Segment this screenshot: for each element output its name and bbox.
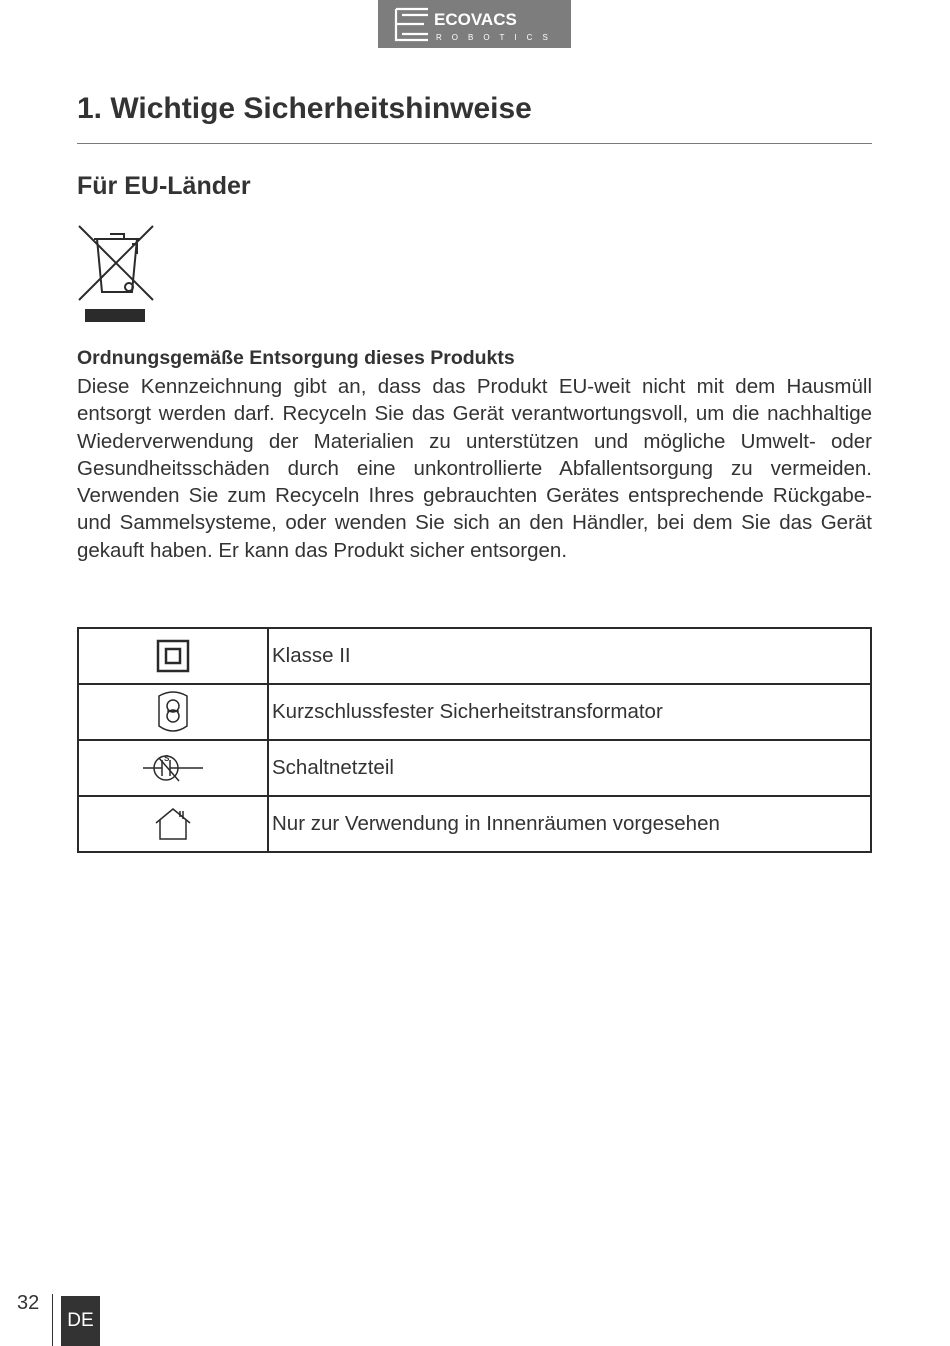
logo-brand: ECOVACS bbox=[434, 10, 517, 29]
symbol-label: Schaltnetzteil bbox=[268, 740, 871, 796]
logo-tagline: ROBOTICS bbox=[436, 33, 558, 42]
table-row bbox=[78, 684, 871, 740]
title-divider bbox=[77, 143, 872, 144]
indoor-use-house-icon bbox=[154, 807, 192, 841]
disposal-text: Diese Kennzeichnung gibt an, dass das Produkt EU-weit nicht mit dem Hausmüll entsorgt werden darf. Recyceln Sie das Gerät verantwortungsvoll, um die nachhaltige Wiederverwendung der Materialien zu unterstützen und mögliche Umwelt- oder Gesundheitsschäden durch eine unkontrollierte Abfallentsorgung zu vermeiden. Verwenden Sie zum Recyceln Ihres gebrauchten Gerätes entsprechende Rückgabe- und Sammelsysteme, oder wenden Sie sich an den Händler, bei dem Sie das Gerät gekauft haben. Er kann das Produkt sicher entsorgen. bbox=[77, 375, 872, 562]
section-subtitle: Für EU-Länder bbox=[77, 172, 251, 200]
symbol-label: Klasse II bbox=[268, 628, 871, 684]
ecovacs-logo-icon bbox=[378, 0, 571, 48]
short-circuit-proof-transformer-icon bbox=[156, 690, 190, 734]
ecovacs-logo bbox=[378, 0, 571, 48]
crossed-out-wheelie-bin-icon bbox=[77, 224, 157, 324]
symbol-cell bbox=[78, 628, 268, 684]
table-row bbox=[78, 796, 871, 852]
page-number: 32 bbox=[17, 1292, 40, 1314]
symbol-cell bbox=[78, 740, 268, 796]
symbol-cell bbox=[78, 684, 268, 740]
svg-text:S: S bbox=[164, 754, 170, 763]
switch-mode-power-supply-icon bbox=[143, 751, 203, 785]
symbol-cell bbox=[78, 796, 268, 852]
table-row bbox=[78, 628, 871, 684]
section-title: 1. Wichtige Sicherheitshinweise bbox=[77, 92, 532, 125]
disposal-heading: Ordnungsgemäße Entsorgung dieses Produkts bbox=[77, 347, 515, 369]
language-tab: DE bbox=[61, 1296, 100, 1346]
symbol-label: Kurzschlussfester Sicherheitstransformator bbox=[268, 684, 871, 740]
table-row bbox=[78, 740, 871, 796]
symbol-label: Nur zur Verwendung in Innenräumen vorgesehen bbox=[268, 796, 871, 852]
class-ii-double-square-icon bbox=[156, 639, 190, 673]
footer-divider bbox=[52, 1294, 53, 1346]
symbols-table bbox=[77, 627, 872, 853]
